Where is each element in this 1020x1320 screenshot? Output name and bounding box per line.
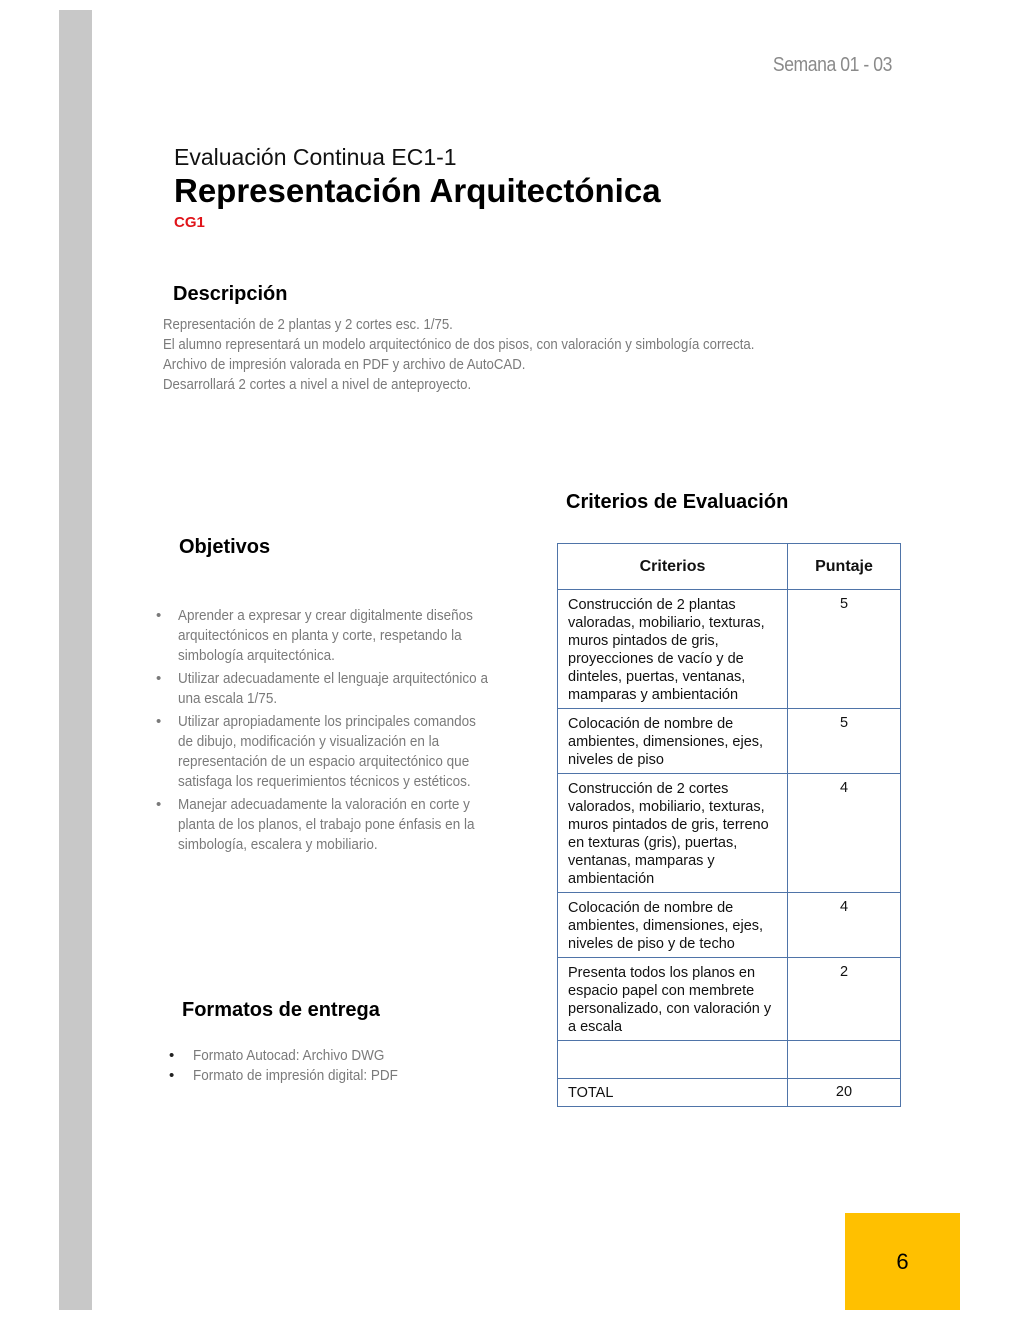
empty-cell [788, 1041, 901, 1079]
description-line: Representación de 2 plantas y 2 cortes esc. 1/75. [163, 316, 453, 333]
description-heading: Descripción [173, 283, 288, 305]
list-item: • Aprender a expresar y crear digitalmente diseños arquitectónicos en planta y corte, respetando la simbología arquitectónica. [156, 607, 473, 664]
list-item: • Utilizar apropiadamente los principales comandos de dibujo, modificación y visualización en la representación de un espacio arquitectónico que satisfaga los requerimientos técnicos y estéticos. [156, 713, 476, 790]
table-header-row [558, 544, 901, 590]
score-column-header: Puntaje [788, 544, 901, 590]
score-cell: 2 [788, 958, 901, 1041]
competence-code: CG1 [174, 214, 205, 231]
bullet-icon: • [156, 713, 162, 730]
page-title: Representación Arquitectónica [174, 172, 661, 209]
table-row [558, 958, 901, 1041]
evaluation-title: Evaluación Continua EC1-1 [174, 144, 457, 170]
score-cell: 5 [788, 590, 901, 709]
delivery-list [163, 1046, 421, 1086]
objectives-heading: Objetivos [179, 536, 271, 558]
bullet-icon: • [156, 607, 162, 624]
week-label: Semana 01 - 03 [772, 54, 892, 76]
score-cell: 5 [788, 709, 901, 774]
criteria-cell: Colocación de nombre de ambientes, dimensiones, ejes, niveles de piso y de techo [558, 893, 788, 958]
bullet-icon: • [156, 670, 162, 687]
left-side-bar [59, 10, 92, 1310]
table-row [558, 774, 901, 893]
criteria-cell: Construcción de 2 plantas valoradas, mobiliario, texturas, muros pintados de gris, proyecciones de vacío y de dinteles, puertas, ventanas, mamparas y ambientación [558, 590, 788, 709]
score-cell: 4 [788, 774, 901, 893]
table-row [558, 590, 901, 709]
criteria-cell: Construcción de 2 cortes valorados, mobiliario, texturas, muros pintados de gris, terreno en texturas (gris), puertas, ventanas, mamparas y ambientación [558, 774, 788, 893]
table-row [558, 893, 901, 958]
delivery-heading: Formatos de entrega [182, 999, 380, 1021]
page-number-box [845, 1213, 960, 1310]
page-number: 6 [896, 1248, 909, 1274]
total-value: 20 [788, 1079, 901, 1107]
criteria-table [557, 543, 901, 1107]
bullet-icon: • [156, 796, 162, 813]
total-label: TOTAL [558, 1079, 788, 1107]
bullet-icon: • [169, 1067, 175, 1084]
list-item: • Utilizar adecuadamente el lenguaje arquitectónico a una escala 1/75. [156, 670, 488, 707]
description-line: El alumno representará un modelo arquitectónico de dos pisos, con valoración y simbología correcta. [163, 336, 755, 353]
criteria-heading: Criterios de Evaluación [566, 491, 789, 513]
score-cell: 4 [788, 893, 901, 958]
criteria-cell: Presenta todos los planos en espacio papel con membrete personalizado, con valoración y a escala [558, 958, 788, 1041]
empty-row [558, 1041, 901, 1079]
total-row [558, 1079, 901, 1107]
list-item: • Formato Autocad: Archivo DWG [169, 1047, 385, 1064]
empty-cell [558, 1041, 788, 1079]
description-line: Desarrollará 2 cortes a nivel a nivel de anteproyecto. [163, 376, 472, 393]
bullet-icon: • [169, 1047, 175, 1064]
objectives-list [150, 606, 530, 858]
criteria-column-header: Criterios [558, 544, 788, 590]
criteria-cell: Colocación de nombre de ambientes, dimensiones, ejes, niveles de piso [558, 709, 788, 774]
description-text [163, 315, 755, 395]
table-row [558, 709, 901, 774]
list-item: • Formato de impresión digital: PDF [169, 1067, 398, 1084]
description-line: Archivo de impresión valorada en PDF y archivo de AutoCAD. [163, 356, 526, 373]
list-item: • Manejar adecuadamente la valoración en corte y planta de los planos, el trabajo pone énfasis en la simbología, escalera y mobiliario. [156, 796, 475, 853]
